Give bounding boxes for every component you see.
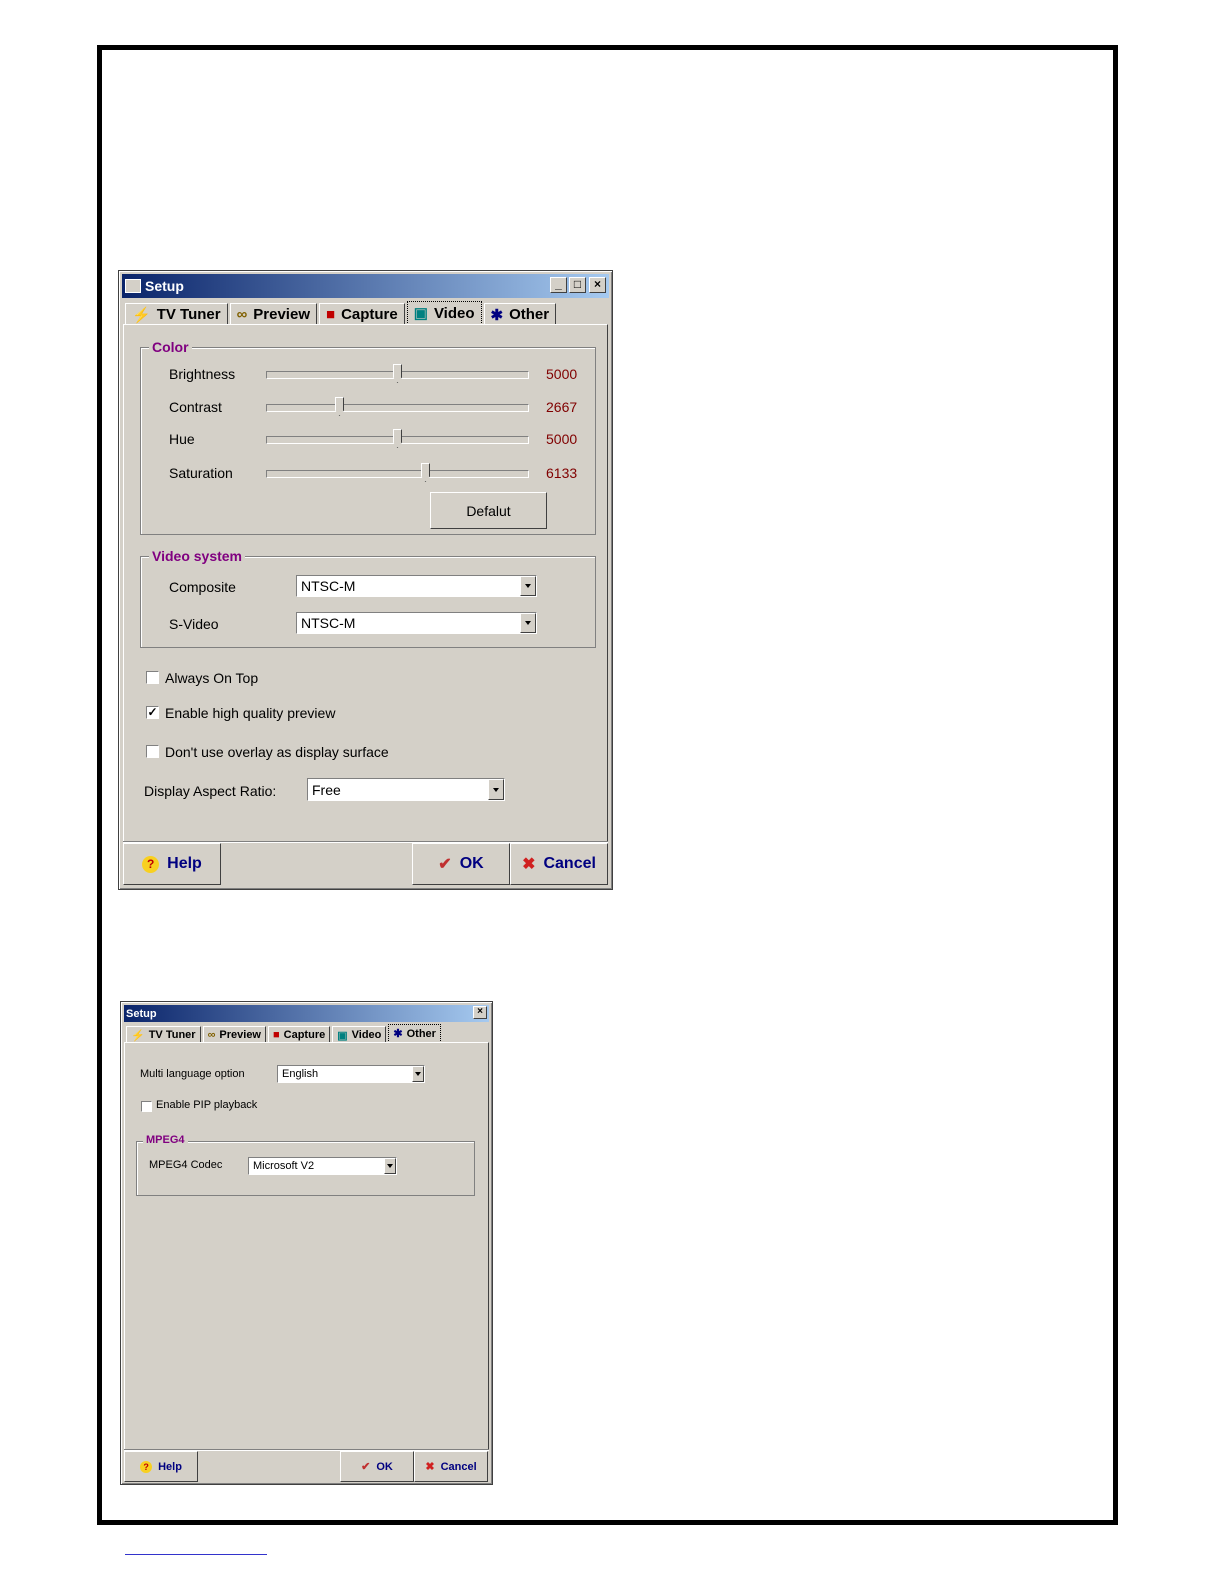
always-on-top-label: Always On Top xyxy=(165,670,259,686)
video-system-group xyxy=(140,548,596,648)
monitor-icon: ▣ xyxy=(413,305,428,322)
close-button[interactable]: × xyxy=(473,1006,487,1019)
chevron-down-icon xyxy=(493,788,499,792)
high-quality-preview-label: Enable high quality preview xyxy=(165,705,336,721)
saturation-slider[interactable] xyxy=(266,470,529,478)
check-icon: ✔ xyxy=(361,1461,371,1473)
setup-dialog-video xyxy=(118,270,613,890)
cancel-button[interactable]: ✖ Cancel xyxy=(510,843,608,885)
app-icon xyxy=(125,279,141,293)
brightness-slider[interactable] xyxy=(266,371,529,379)
hue-label: Hue xyxy=(169,431,195,447)
window-title: Setup xyxy=(126,1007,157,1020)
s-video-label: S-Video xyxy=(169,616,219,632)
composite-label: Composite xyxy=(169,579,236,595)
no-overlay-checkbox[interactable] xyxy=(146,745,159,758)
antenna-icon: ⚡ xyxy=(131,1029,145,1042)
camera-icon: ■ xyxy=(326,306,336,323)
tools-icon: ✱ xyxy=(490,306,504,324)
tab-capture[interactable]: ■ Capture xyxy=(268,1026,330,1043)
help-button[interactable]: ? Help xyxy=(123,843,221,885)
pip-playback-checkbox[interactable] xyxy=(141,1101,152,1112)
tab-tv-tuner[interactable]: ⚡ TV Tuner xyxy=(126,1026,201,1043)
hue-slider[interactable] xyxy=(266,436,529,444)
hue-value: 5000 xyxy=(546,431,578,447)
tab-other[interactable]: ✱ Other xyxy=(484,303,557,325)
tab-preview[interactable]: ∞ Preview xyxy=(230,303,317,325)
footer-link-underline xyxy=(125,1554,267,1555)
mpeg4-codec-label: MPEG4 Codec xyxy=(149,1159,223,1171)
chevron-down-icon xyxy=(387,1164,393,1168)
mpeg4-group-title: MPEG4 xyxy=(143,1134,188,1146)
contrast-label: Contrast xyxy=(169,399,222,415)
chevron-down-icon xyxy=(525,584,531,588)
brightness-value: 5000 xyxy=(546,366,578,382)
language-dropdown-button[interactable] xyxy=(412,1066,424,1082)
video-system-title: Video system xyxy=(149,548,245,564)
tools-icon: ✱ xyxy=(393,1028,403,1040)
default-button[interactable]: Defalut xyxy=(430,492,547,529)
window-title: Setup xyxy=(145,278,184,294)
high-quality-preview-checkbox[interactable]: ✓ xyxy=(147,705,158,719)
ok-button[interactable]: ✔ OK xyxy=(340,1451,414,1482)
mpeg4-codec-select[interactable]: Microsoft V2 xyxy=(248,1157,397,1175)
close-button[interactable]: × xyxy=(589,277,606,293)
title-bar xyxy=(122,274,609,298)
maximize-button[interactable]: □ xyxy=(569,277,586,293)
always-on-top-checkbox[interactable] xyxy=(146,671,159,684)
camera-icon: ■ xyxy=(273,1029,280,1041)
color-group-title: Color xyxy=(149,339,192,355)
contrast-slider[interactable] xyxy=(266,404,529,412)
setup-dialog-other xyxy=(120,1001,493,1485)
aspect-ratio-label: Display Aspect Ratio: xyxy=(144,783,277,799)
contrast-value: 2667 xyxy=(546,399,578,415)
pip-playback-label: Enable PIP playback xyxy=(156,1099,258,1111)
saturation-value: 6133 xyxy=(546,465,578,481)
s-video-select[interactable]: NTSC-M xyxy=(296,612,537,634)
tab-other[interactable]: ✱ Other xyxy=(388,1024,441,1043)
aspect-ratio-select[interactable]: Free xyxy=(307,778,505,801)
chevron-down-icon xyxy=(525,621,531,625)
glasses-icon: ∞ xyxy=(236,306,248,323)
brightness-label: Brightness xyxy=(169,366,236,382)
check-icon: ✔ xyxy=(438,856,452,873)
language-label: Multi language option xyxy=(140,1068,245,1080)
tab-video[interactable]: ▣ Video xyxy=(332,1026,386,1043)
mpeg4-codec-dropdown-button[interactable] xyxy=(384,1158,396,1174)
help-icon: ? xyxy=(140,1461,152,1473)
chevron-down-icon xyxy=(415,1072,421,1076)
tab-video[interactable]: ▣ Video xyxy=(407,301,482,325)
tab-capture[interactable]: ■ Capture xyxy=(319,303,405,325)
language-select[interactable]: English xyxy=(277,1065,425,1083)
ok-button[interactable]: ✔ OK xyxy=(412,843,510,885)
antenna-icon: ⚡ xyxy=(132,306,151,324)
title-bar xyxy=(124,1005,489,1022)
help-icon: ? xyxy=(142,856,159,873)
tab-preview[interactable]: ∞ Preview xyxy=(203,1026,266,1043)
close-icon: ✖ xyxy=(425,1461,435,1473)
glasses-icon: ∞ xyxy=(207,1029,216,1041)
aspect-ratio-dropdown-button[interactable] xyxy=(488,779,504,800)
cancel-button[interactable]: ✖ Cancel xyxy=(414,1451,488,1482)
minimize-button[interactable]: _ xyxy=(550,277,567,293)
composite-dropdown-button[interactable] xyxy=(520,576,536,596)
saturation-label: Saturation xyxy=(169,465,233,481)
no-overlay-label: Don't use overlay as display surface xyxy=(165,744,389,760)
tab-tv-tuner[interactable]: ⚡ TV Tuner xyxy=(125,303,228,325)
help-button[interactable]: ? Help xyxy=(124,1451,198,1482)
close-icon: ✖ xyxy=(522,856,536,873)
monitor-icon: ▣ xyxy=(337,1029,348,1042)
composite-select[interactable]: NTSC-M xyxy=(296,575,537,597)
s-video-dropdown-button[interactable] xyxy=(520,613,536,633)
